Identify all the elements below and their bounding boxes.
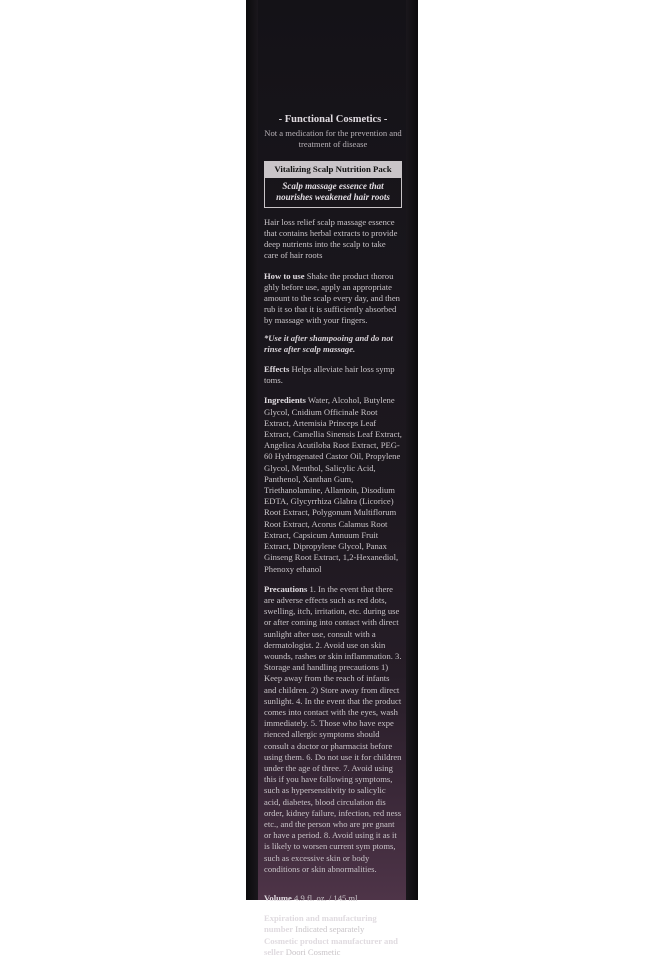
ingredients-text: Water, Alcohol, Butylene Glycol, Cnidium Officinale Root Extract, Artemisia Princeps Leaf Extract, Camellia Sinensis Leaf Extract, Angelica Acutiloba Root Extract, PEG-60 Hydrogenated Castor Oil, Propylene Glycol, Menthol, Salicylic Acid, Panthenol, Xanthan Gum, Triethanolamine, Allantoin, Disodium EDTA, Glycyrrhiza Glabra (Licorice) Root Extract, Polygonum Multiflorum Root Extract, Acorus Calamus Root Extract, Capsicum Annuum Fruit Extract, Dipropylene Glycol, Panax Ginseng Root Extract, 1,2-Hexanediol, Phenoxy ethanol bbox=[264, 395, 402, 574]
label-text-block bbox=[264, 114, 402, 958]
box-left-edge bbox=[246, 0, 258, 900]
manufacturer-section bbox=[264, 936, 402, 958]
how-to-use-section bbox=[264, 271, 402, 327]
precautions-text: 1. In the event that there are adverse effects such as red dots, swelling, itch, irritation, etc. during use or after coming into contact with direct sunlight after use, consult with a dermatologist. 2. Avoid use on skin wounds, rashes or skin inflammation. 3. Storage and handling precautions 1) Keep away from the reach of infants and children. 2) Store away from direct sunlight. 4. In the event that the product comes into contact with the eyes, wash immediately. 5. Those who have expe rienced allergic symptoms should consult a doctor or pharmacist before using them. 6. Do not use it for children under the age of three. 7. Avoid using this if you have following symptoms, such as hypersensitivity to salicylic acid, diabetes, blood circulation dis order, kidney failure, infection, red ness etc., and the person who are pre gnant or have a period. 8. Avoid using it as it is likely to worsen current sym ptoms, such as excessive skin or body conditions or skin abnormalities. bbox=[264, 583, 402, 874]
volume-text: 4.9 fl. oz. / 145 ml bbox=[294, 892, 358, 903]
volume-section bbox=[264, 893, 402, 904]
expiration-text: Indicated separately bbox=[295, 924, 365, 935]
volume-label: Volume bbox=[264, 892, 292, 903]
how-to-use-text: Shake the product thorou ghly before use, apply an appropriate amount to the scalp every day, and then rub it so that it is sufficiently absorbed by massage with your fingers. bbox=[264, 270, 400, 326]
effects-section bbox=[264, 364, 402, 386]
functional-cosmetics-title: - Functional Cosmetics - bbox=[278, 114, 388, 125]
manufacturer-text: Doori Cosmetic bbox=[285, 946, 341, 957]
expiration-section bbox=[264, 913, 402, 935]
description-text: Hair loss relief scalp massage essence that contains herbal extracts to provide deep nutrients into the scalp to take care of hair roots bbox=[264, 216, 398, 261]
expiration-label: Expiration and manufacturing number bbox=[264, 913, 377, 935]
precautions-section bbox=[264, 584, 402, 875]
functional-cosmetics-subtitle: Not a medication for the prevention and treatment of disease bbox=[264, 128, 402, 150]
pack-title: Vitalizing Scalp Nutrition Pack bbox=[264, 161, 402, 178]
ingredients-section bbox=[264, 395, 402, 574]
effects-label: Effects bbox=[264, 364, 290, 375]
box-right-edge bbox=[406, 0, 418, 900]
how-to-use-label: How to use bbox=[264, 270, 305, 281]
precautions-label: Precautions bbox=[264, 583, 308, 594]
effects-text: Helps alleviate hair loss symp toms. bbox=[264, 364, 395, 386]
pack-tagline: Scalp massage essence that nourishes weakened hair roots bbox=[264, 178, 402, 208]
ingredients-label: Ingredients bbox=[264, 395, 306, 406]
manufacturer-label: Cosmetic product manufacturer and seller bbox=[264, 935, 398, 957]
how-to-use-note: *Use it after shampooing and do not rinse after scalp massage. bbox=[264, 332, 393, 354]
